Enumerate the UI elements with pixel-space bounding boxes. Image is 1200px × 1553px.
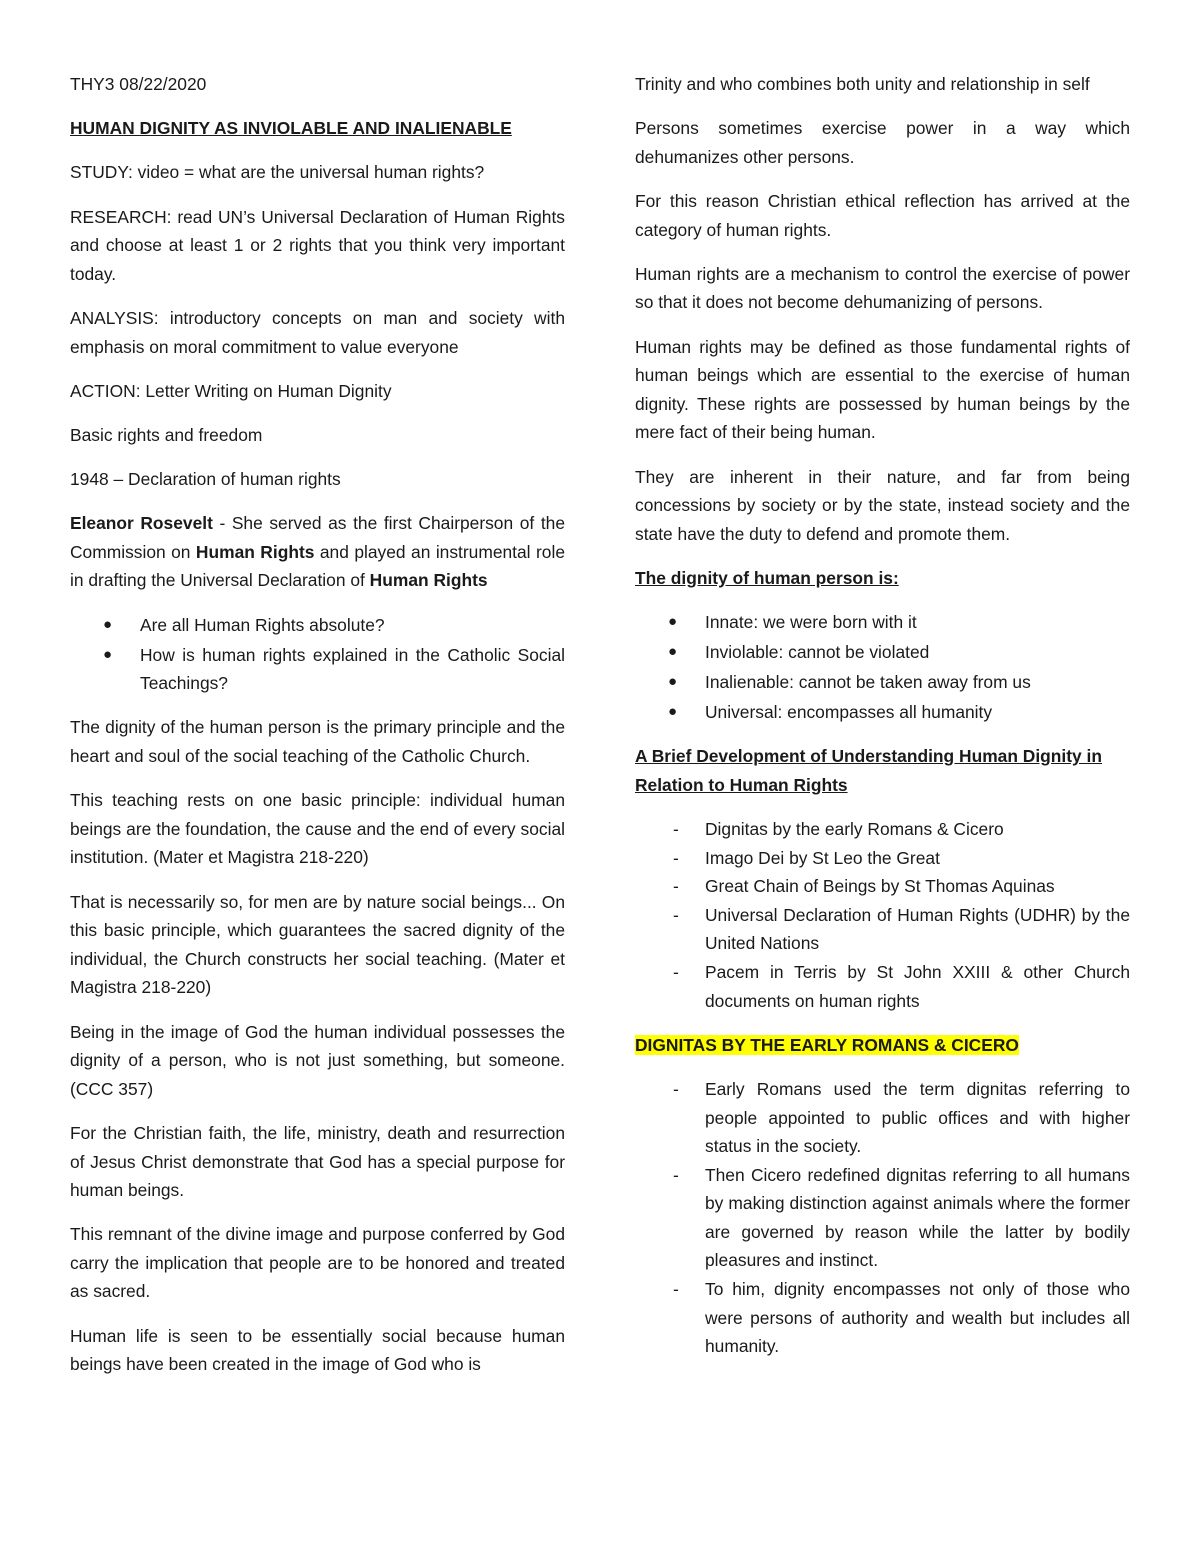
bullet-icon: ●	[668, 643, 678, 661]
dash-icon: -	[673, 904, 679, 925]
dash-icon: -	[673, 847, 679, 868]
list-item: ● Universal: encompasses all humanity	[635, 698, 1130, 727]
dash-icon: -	[673, 818, 679, 839]
left-column	[70, 70, 565, 1394]
dignitas-list	[635, 1075, 1130, 1361]
declaration-year-line: 1948 – Declaration of human rights	[70, 469, 341, 490]
list-item: ● Are all Human Rights absolute?	[70, 611, 565, 640]
study-line: STUDY: video = what are the universal human rights?	[70, 162, 485, 183]
list-item: - Dignitas by the early Romans & Cicero	[635, 815, 1130, 844]
list-item: - Early Romans used the term dignitas referring to people appointed to public offices and with higher status in the society.	[635, 1075, 1130, 1161]
list-item: - Universal Declaration of Human Rights (UDHR) by the United Nations	[635, 901, 1130, 958]
course-date-header: THY3 08/22/2020	[70, 74, 207, 94]
development-list	[635, 815, 1130, 1015]
body-paragraph: This teaching rests on one basic principle: individual human beings are the foundation, the cause and the end of every social institution. (Mater et Magistra 218-220)	[70, 790, 565, 868]
bullet-icon: ●	[668, 703, 678, 721]
eleanor-bold-1: Human Rights	[195, 541, 315, 562]
dash-icon: -	[673, 1164, 679, 1185]
body-paragraph: Human rights may be defined as those fundamental rights of human beings which are essential to the exercise of human dignity. These rights are possessed by human beings by the mere fact of their being human.	[635, 336, 1130, 443]
dash-icon: -	[673, 1279, 679, 1300]
body-paragraph: They are inherent in their nature, and far from being concessions by society or by the state, instead society and the state have the duty to defend and promote them.	[635, 466, 1130, 544]
basic-rights-line: Basic rights and freedom	[70, 424, 263, 445]
body-paragraph: For this reason Christian ethical reflection has arrived at the category of human rights.	[635, 190, 1130, 240]
dash-icon: -	[673, 876, 679, 897]
action-line: ACTION: Letter Writing on Human Dignity	[70, 380, 392, 401]
right-column	[635, 70, 1130, 1376]
research-paragraph: RESEARCH: read UN’s Universal Declaration of Human Rights and choose at least 1 or 2 rights that you think very important today.	[70, 206, 565, 284]
bullet-icon: ●	[668, 673, 678, 691]
dash-icon: -	[673, 961, 679, 982]
analysis-paragraph: ANALYSIS: introductory concepts on man and society with emphasis on moral commitment to value everyone	[70, 307, 565, 357]
body-paragraph: For the Christian faith, the life, ministry, death and resurrection of Jesus Christ demonstrate that God has a special purpose for human beings.	[70, 1122, 565, 1201]
body-paragraph: That is necessarily so, for men are by nature social beings... On this basic principle, which guarantees the sacred dignity of the individual, the Church constructs her social teaching. (Mater et Magistra 218-220)	[70, 891, 565, 998]
list-item: ● Inviolable: cannot be violated	[635, 638, 1130, 667]
eleanor-paragraph	[70, 509, 565, 595]
body-paragraph: Trinity and who combines both unity and relationship in self	[635, 74, 1090, 94]
body-paragraph: This remnant of the divine image and purpose conferred by God carry the implication that people are to be honored and treated as sacred.	[70, 1224, 565, 1302]
eleanor-name: Eleanor Rosevelt	[70, 513, 213, 534]
list-item: - Then Cicero redefined dignitas referring to all humans by making distinction against animals where the former are governed by reason while the latter by bodily pleasures and instinct.	[635, 1161, 1130, 1275]
list-item: - To him, dignity encompasses not only of those who were persons of authority and wealth but includes all humanity.	[635, 1275, 1130, 1361]
dignitas-heading: DIGNITAS BY THE EARLY ROMANS & CICERO	[635, 1034, 1019, 1055]
list-item: - Pacem in Terris by St John XXIII & other Church documents on human rights	[635, 958, 1130, 1015]
eleanor-text-2: and played an instrumental role in drafting the Universal Declaration of	[70, 541, 565, 591]
bullet-icon: ●	[103, 645, 113, 663]
body-paragraph: Persons sometimes exercise power in a way which dehumanizes other persons.	[635, 118, 1130, 167]
dash-icon: -	[673, 1078, 679, 1099]
eleanor-text-1: - She served as the first Chairperson of the Commission on	[70, 513, 565, 562]
bullet-icon: ●	[668, 613, 678, 631]
questions-list	[70, 611, 565, 698]
body-paragraph: Human life is seen to be essentially social because human beings have been created in the image of God who is	[70, 1325, 565, 1375]
development-heading: A Brief Development of Understanding Human Dignity in Relation to Human Rights	[635, 746, 1102, 795]
list-item: ● Innate: we were born with it	[635, 608, 1130, 637]
body-paragraph: The dignity of the human person is the primary principle and the heart and soul of the social teaching of the Catholic Church.	[70, 717, 565, 767]
list-item: ● Inalienable: cannot be taken away from us	[635, 668, 1130, 697]
list-item: - Imago Dei by St Leo the Great	[635, 844, 1130, 873]
document-title: HUMAN DIGNITY AS INVIOLABLE AND INALIENABLE	[70, 118, 512, 139]
body-paragraph: Human rights are a mechanism to control the exercise of power so that it does not become dehumanizing of persons.	[635, 263, 1130, 313]
eleanor-bold-2: Human Rights	[369, 570, 488, 591]
list-item: - Great Chain of Beings by St Thomas Aquinas	[635, 872, 1130, 901]
list-item: ● How is human rights explained in the Catholic Social Teachings?	[70, 641, 565, 698]
dignity-list	[635, 608, 1130, 727]
bullet-icon: ●	[103, 615, 113, 633]
dignity-heading: The dignity of human person is:	[635, 567, 899, 588]
body-paragraph: Being in the image of God the human individual possesses the dignity of a person, who is not just something, but someone. (CCC 357)	[70, 1021, 565, 1099]
